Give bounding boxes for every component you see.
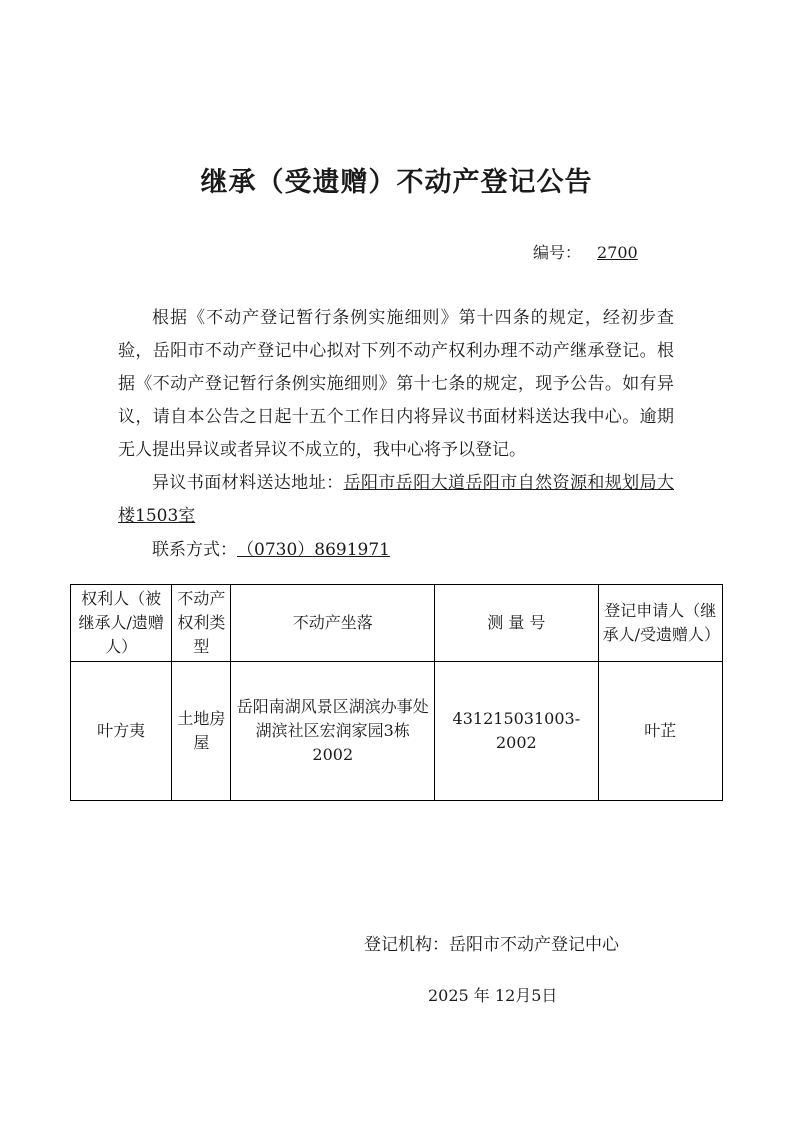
document-number-value: 2700 bbox=[597, 243, 638, 262]
contact-value: （0730）8691971 bbox=[237, 540, 390, 560]
registration-table bbox=[70, 584, 723, 801]
cell-applicant: 叶芷 bbox=[598, 662, 722, 801]
cell-location: 岳阳南湖风景区湖滨办事处湖滨社区宏润家园3栋2002 bbox=[231, 662, 435, 801]
announcement-date: 2025 年 12月5日 bbox=[428, 986, 558, 1005]
table-row bbox=[71, 662, 723, 801]
document-number bbox=[533, 240, 638, 263]
cell-right-holder: 叶方夷 bbox=[71, 662, 172, 801]
cell-survey-number: 431215031003-2002 bbox=[435, 662, 599, 801]
table-header-row bbox=[71, 585, 723, 662]
announcement-body: 根据《不动产登记暂行条例实施细则》第十四条的规定，经初步查验，岳阳市不动产登记中心拟对下列不动产权利办理不动产继承登记。根据《不动产登记暂行条例实施细则》第十七条的规定，现予公告。如有异议，请自本公告之日起十五个工作日内将异议书面材料送达我中心。逾期无人提出异议或者异议不成立的，我中心将予以登记。 bbox=[118, 308, 674, 460]
objection-address-value: 岳阳市岳阳大道岳阳市自然资源和规划局大楼1503室 bbox=[118, 473, 675, 526]
registration-authority: 登记机构：岳阳市不动产登记中心 bbox=[364, 935, 619, 955]
header-right-holder: 权利人（被继承人/遗赠人） bbox=[71, 585, 172, 662]
header-right-type: 不动产权利类型 bbox=[172, 585, 231, 662]
header-applicant: 登记申请人（继承人/受遗赠人） bbox=[598, 585, 722, 662]
document-number-label: 编号： bbox=[533, 243, 582, 262]
header-location: 不动产坐落 bbox=[231, 585, 435, 662]
objection-address bbox=[118, 467, 674, 533]
contact-label: 联系方式： bbox=[152, 540, 237, 560]
cell-right-type: 土地房屋 bbox=[172, 662, 231, 801]
page-title: 继承（受遗赠）不动产登记公告 bbox=[200, 167, 593, 198]
header-survey-number: 测 量 号 bbox=[435, 585, 599, 662]
objection-address-label: 异议书面材料送达地址： bbox=[152, 473, 344, 493]
contact-info bbox=[152, 535, 390, 565]
